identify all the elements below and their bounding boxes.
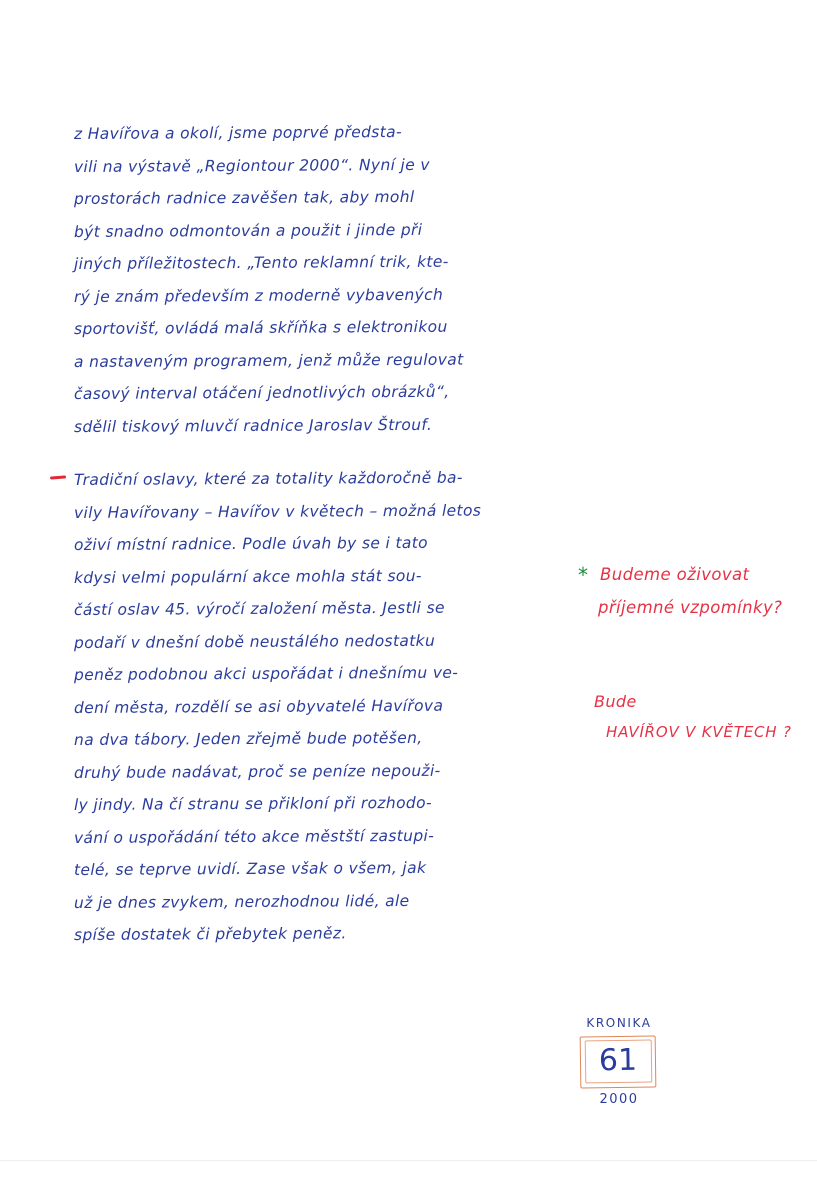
text-line: jiných příležitostech. „Tento reklamní trik, kte- [73, 252, 449, 273]
text-line: telé, se teprve uvidí. Zase však o všem, jak [73, 858, 427, 879]
text-line: sportovišť, ovládá malá skříňka s elektronikou [73, 317, 448, 338]
text-line: být snadno odmontován a použit i jinde při [73, 220, 423, 241]
text-line: dení města, rozdělí se asi obyvatelé Havířova [73, 696, 444, 717]
text-line: už je dnes zvykem, nerozhodnou lidé, ale [73, 891, 410, 912]
margin-note-line: Budeme oživovat [600, 565, 750, 584]
text-line: druhý bude nadávat, proč se peníze nepouži- [73, 761, 441, 782]
text-line: na dva tábory. Jeden zřejmě bude potěšen, [73, 728, 423, 749]
stamp-box [580, 1035, 657, 1088]
paragraph-2 [74, 464, 554, 952]
text-line: částí oslav 45. výročí založení města. Jestli se [73, 598, 445, 619]
page-bottom-edge [0, 1160, 817, 1161]
margin-note-line: Bude [594, 692, 637, 711]
paragraph-1 [74, 118, 554, 443]
text-line: vily Havířovany – Havířov v květech – možná letos [73, 501, 482, 522]
text-line: a nastaveným programem, jenž může regulovat [73, 350, 464, 371]
text-line: peněz podobnou akci uspořádat i dnešnímu ve- [73, 663, 459, 684]
margin-note-line: HAVÍŘOV V KVĚTECH ? [606, 723, 792, 741]
text-line: Tradiční oslavy, které za totality každoročně ba- [73, 468, 463, 489]
text-line: podaří v dnešní době neustálého nedostatku [73, 631, 436, 652]
text-line: oživí místní radnice. Podle úvah by se i tato [73, 533, 429, 554]
text-line: vání o uspořádání této akce městští zastupi- [73, 826, 435, 847]
page-number: 61 [598, 1042, 638, 1079]
stamp-year: 2000 [599, 1092, 639, 1107]
chronicle-page-stamp [574, 1016, 664, 1116]
text-line: sdělil tiskový mluvčí radnice Jaroslav Štrouf. [73, 415, 433, 436]
text-line: prostorách radnice zavěšen tak, aby mohl [73, 187, 415, 208]
text-line: z Havířova a okolí, jsme poprvé předsta- [73, 122, 402, 143]
text-line: vili na výstavě „Regiontour 2000“. Nyní je v [73, 155, 430, 176]
text-line: časový interval otáčení jednotlivých obrázků“, [73, 382, 450, 403]
stamp-title: KRONIKA [586, 1016, 652, 1030]
margin-note-line: příjemné vzpomínky? [598, 598, 783, 617]
text-line: rý je znám především z moderně vybavených [73, 285, 444, 306]
text-line: ly jindy. Na čí stranu se přikloní při rozhodo- [73, 793, 432, 814]
text-line: kdysi velmi populární akce mohla stát sou- [73, 566, 422, 587]
paragraph-bullet-dash [50, 475, 66, 479]
text-line: spíše dostatek či přebytek peněz. [73, 924, 347, 944]
asterisk-icon: * [578, 563, 589, 587]
